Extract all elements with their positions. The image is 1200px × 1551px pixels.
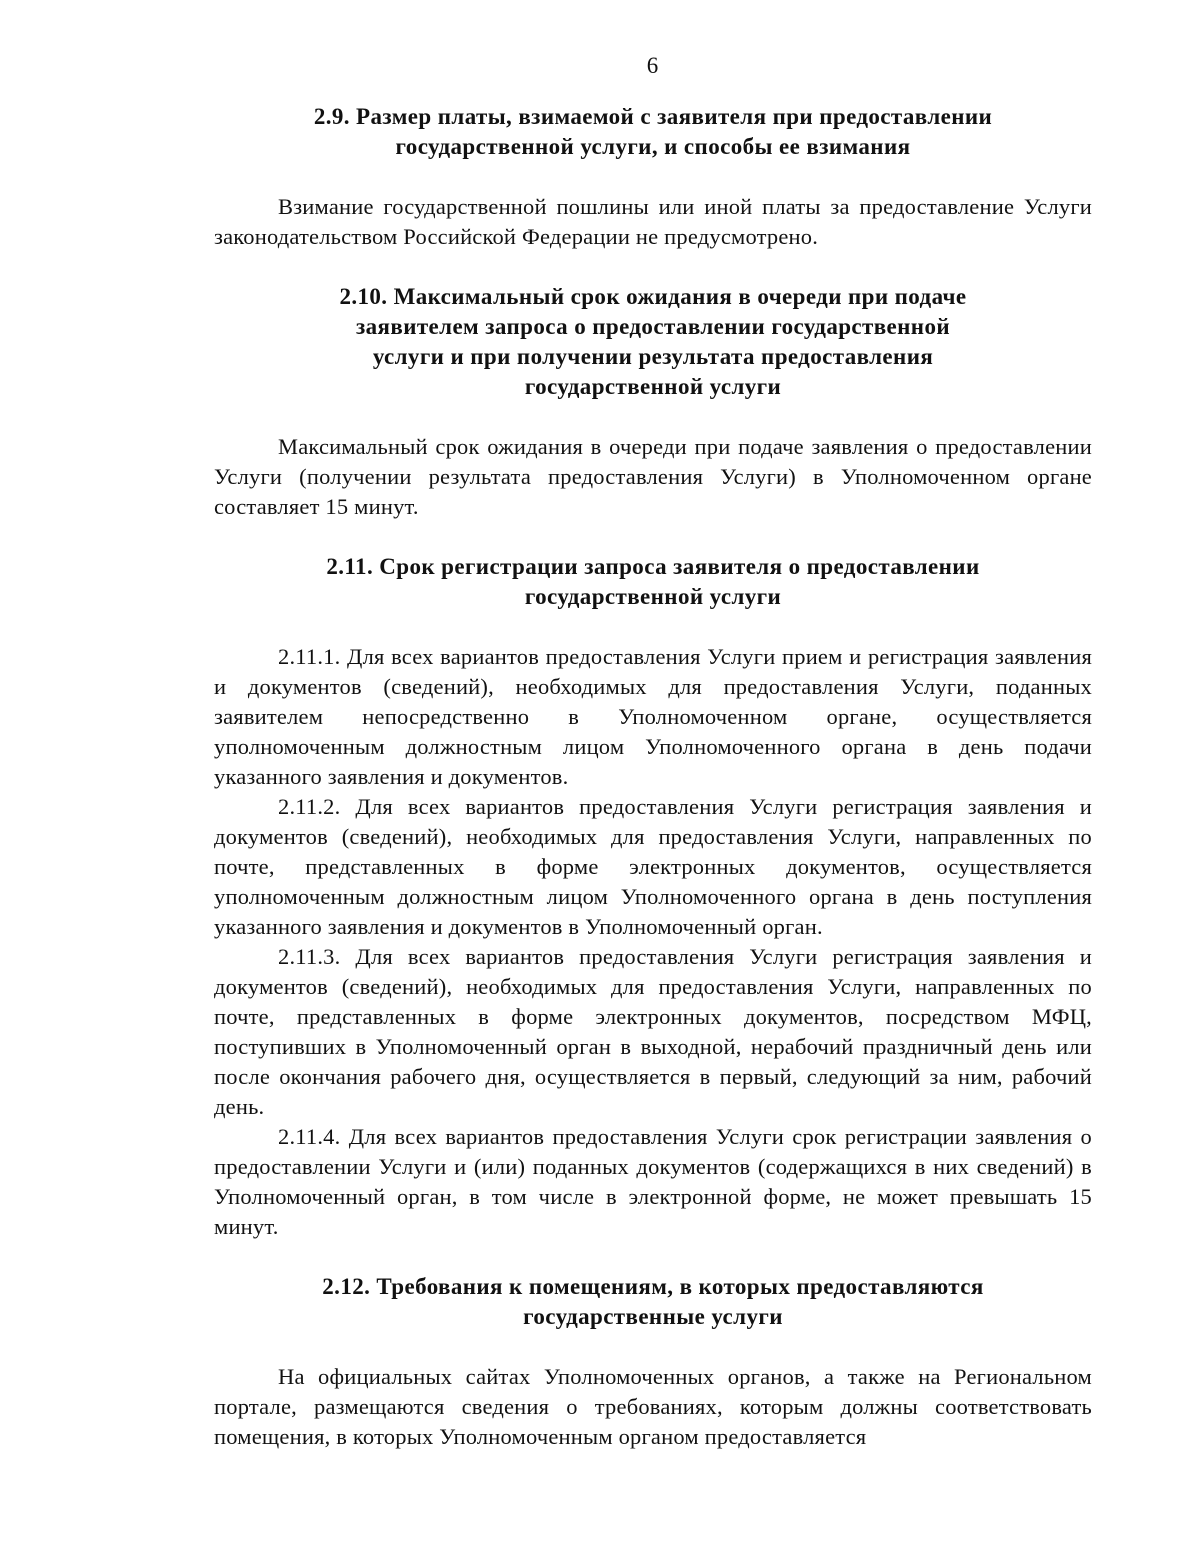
section-heading-2-10: [293, 282, 1013, 402]
heading-line: государственной услуги: [524, 374, 782, 399]
heading-line: государственные услуги: [523, 1304, 783, 1329]
heading-line: услуги и при получении результата предоставления: [372, 344, 934, 369]
heading-line: 2.10. Максимальный срок ожидания в очереди при подаче: [339, 284, 967, 309]
section-heading-2-9: [273, 102, 1033, 162]
paragraph: Взимание государственной пошлины или иной платы за предоставление Услуги законодательством Российской Федерации не предусмотрено.: [214, 194, 1092, 249]
paragraph: На официальных сайтах Уполномоченных органов, а также на Региональном портале, размещаются сведения о требованиях, которым должны соответствовать помещения, в которых Уполномоченным органом предоставляется: [214, 1364, 1092, 1449]
section-heading-2-11: [288, 552, 1018, 612]
heading-line: 2.12. Требования к помещениям, в которых предоставляются: [322, 1274, 984, 1299]
section-heading-2-12: [283, 1272, 1023, 1332]
paragraph-2-11-3: 2.11.3. Для всех вариантов предоставления Услуги регистрация заявления и документов (сведений), необходимых для предоставления Услуги, направленных по почте, представленных в форме электронных документов, посредством МФЦ, поступивших в Уполномоченный орган в выходной, нерабочий праздничный день или после окончания рабочего дня, осуществляется в первый, следующий за ним, рабочий день.: [214, 944, 1092, 1119]
heading-line: 2.11. Срок регистрации запроса заявителя о предоставлении: [326, 554, 980, 579]
heading-line: заявителем запроса о предоставлении государственной: [355, 314, 951, 339]
paragraph-2-11-4: 2.11.4. Для всех вариантов предоставления Услуги срок регистрации заявления о предоставлении Услуги и (или) поданных документов (содержащихся в них сведений) в Уполномоченный орган, в том числе в электронной форме, не может превышать 15 минут.: [214, 1124, 1092, 1239]
paragraph-2-11-2: 2.11.2. Для всех вариантов предоставления Услуги регистрация заявления и документов (сведений), необходимых для предоставления Услуги, направленных по почте, представленных в форме электронных документов, осуществляется уполномоченным должностным лицом Уполномоченного органа в день поступления указанного заявления и документов в Уполномоченный орган.: [214, 794, 1092, 939]
paragraph: Максимальный срок ожидания в очереди при подаче заявления о предоставлении Услуги (получении результата предоставления Услуги) в Уполномоченном органе составляет 15 минут.: [214, 434, 1092, 519]
page-content: [214, 102, 1092, 1452]
heading-line: 2.9. Размер платы, взимаемой с заявителя при предоставлении: [313, 104, 993, 129]
heading-line: государственной услуги, и способы ее взимания: [395, 134, 911, 159]
heading-line: государственной услуги: [524, 584, 782, 609]
paragraph-2-11-1: 2.11.1. Для всех вариантов предоставления Услуги прием и регистрация заявления и документов (сведений), необходимых для предоставления Услуги, поданных заявителем непосредственно в Уполномоченном органе, осуществляется уполномоченным должностным лицом Уполномоченного органа в день подачи указанного заявления и документов.: [214, 644, 1092, 789]
page-number: 6: [646, 53, 659, 78]
